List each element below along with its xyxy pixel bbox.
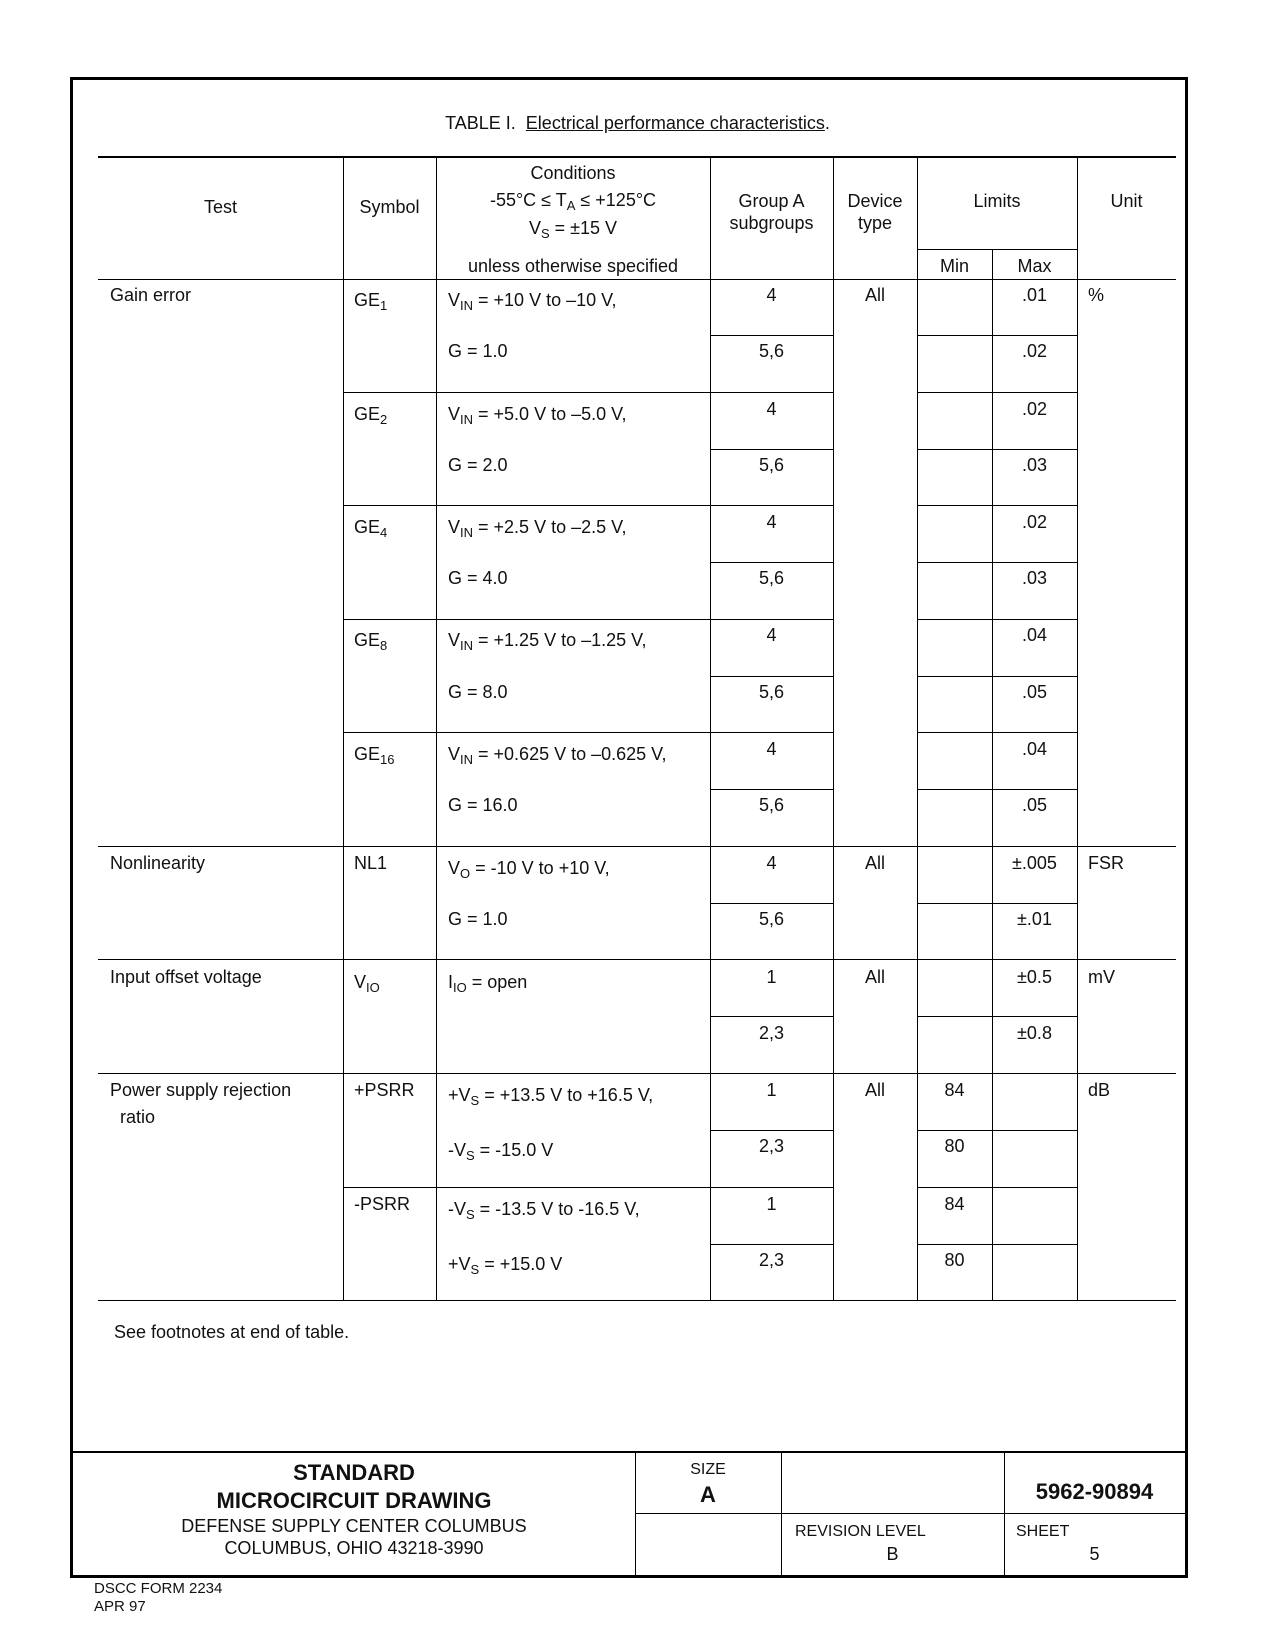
vio-subgroup-1: 1 xyxy=(766,967,777,987)
header-supply: $V_S = \pm 15$ V xyxy=(528,218,618,241)
ge16-max-1: .04 xyxy=(1021,739,1048,759)
ge4-subgroup-2: 5,6 xyxy=(758,568,785,588)
nonlinearity-subgroup-2: 5,6 xyxy=(758,909,785,929)
nonlinearity-unit: FSR xyxy=(1088,853,1124,873)
header-group-a-2: subgroups xyxy=(729,213,814,233)
header-unit: Unit xyxy=(1110,191,1143,211)
psrr-plus-subgroup-2: 2,3 xyxy=(758,1136,785,1156)
ge4-subgroup-1: 4 xyxy=(766,512,777,532)
ge16-subgroup-1: 4 xyxy=(766,739,777,759)
tb-dscc: DEFENSE SUPPLY CENTER COLUMBUS xyxy=(181,1516,527,1536)
header-temp-range: $-55^\circ C \le T_A \le +125^\circ C$ xyxy=(489,190,657,213)
psrr-unit: dB xyxy=(1088,1080,1111,1100)
header-max: Max xyxy=(1017,256,1052,276)
header-min: Min xyxy=(939,256,969,276)
header-unless: unless otherwise specified xyxy=(467,256,679,276)
ge8-symbol: $GE_8$ xyxy=(354,630,388,653)
ge1-max-2: .02 xyxy=(1021,341,1048,361)
ge4-max-1: .02 xyxy=(1021,512,1048,532)
ge8-condition-1: $V_{IN} = +1.25$ V to –1.25 V, xyxy=(448,630,647,653)
form-date: APR 97 xyxy=(94,1598,146,1615)
psrr-minus-symbol: -PSRR xyxy=(354,1194,411,1214)
psrr-test-2: ratio xyxy=(120,1107,156,1127)
header-conditions: Conditions xyxy=(530,163,616,183)
psrr-plus-condition-2: $-V_S = -15.0$ V xyxy=(448,1140,554,1163)
vio-symbol: $V_{IO}$ xyxy=(354,972,380,995)
nonlinearity-subgroup-1: 4 xyxy=(766,853,777,873)
tb-revision-label: REVISION LEVEL xyxy=(795,1523,926,1540)
tb-drawing-number: 5962-90894 xyxy=(1035,1479,1154,1504)
ge2-condition-1: $V_{IN} = +5.0$ V to –5.0 V, xyxy=(448,404,627,427)
footnote-text: See footnotes at end of table. xyxy=(114,1322,350,1342)
nonlinearity-test: Nonlinearity xyxy=(110,853,206,873)
psrr-plus-min-1: 84 xyxy=(944,1080,965,1100)
ge8-max-2: .05 xyxy=(1021,682,1048,702)
psrr-minus-min-2: 80 xyxy=(944,1250,965,1270)
ge1-symbol: $GE_1$ xyxy=(354,290,388,313)
header-limits: Limits xyxy=(973,191,1021,211)
table-title: TABLE I. Electrical performance characteristics. xyxy=(445,113,830,133)
vio-max-2: ±0.8 xyxy=(1017,1023,1052,1043)
vio-condition: $I_{IO}$ = open xyxy=(448,972,528,995)
ge4-symbol: $GE_4$ xyxy=(354,517,388,540)
ge16-condition-1: $V_{IN} = +0.625$ V to –0.625 V, xyxy=(448,744,667,767)
ge2-max-1: .02 xyxy=(1021,399,1048,419)
vio-test: Input offset voltage xyxy=(110,967,262,987)
psrr-test-1: Power supply rejection xyxy=(110,1080,292,1100)
vio-unit: mV xyxy=(1088,967,1115,987)
vio-max-1: ±0.5 xyxy=(1017,967,1052,987)
ge16-max-2: .05 xyxy=(1021,795,1048,815)
psrr-minus-condition-1: $-V_S = -13.5$ V to -16.5 V, xyxy=(448,1199,640,1222)
ge8-max-1: .04 xyxy=(1021,625,1048,645)
ge4-condition-1: $V_{IN} = +2.5$ V to –2.5 V, xyxy=(448,517,627,540)
psrr-plus-condition-1: $+V_S = +13.5$ V to +16.5 V, xyxy=(448,1085,654,1108)
tb-size-label: SIZE xyxy=(690,1461,726,1478)
psrr-minus-subgroup-1: 1 xyxy=(766,1194,777,1214)
header-device-2: type xyxy=(857,213,893,233)
ge2-condition-2: G = 2.0 xyxy=(448,455,508,475)
ge2-symbol: $GE_2$ xyxy=(354,404,388,427)
gain-error-test: Gain error xyxy=(110,285,192,305)
tb-address: COLUMBUS, OHIO 43218-3990 xyxy=(224,1538,484,1558)
tb-revision-value: B xyxy=(886,1544,899,1564)
psrr-plus-subgroup-1: 1 xyxy=(766,1080,777,1100)
ge16-condition-2: G = 16.0 xyxy=(448,795,518,815)
ge1-condition-2: G = 1.0 xyxy=(448,341,508,361)
ge4-max-2: .03 xyxy=(1021,568,1048,588)
ge16-subgroup-2: 5,6 xyxy=(758,795,785,815)
ge1-max-1: .01 xyxy=(1021,285,1048,305)
ge4-condition-2: G = 4.0 xyxy=(448,568,508,588)
ge1-condition-1: $V_{IN} = +10$ V to –10 V, xyxy=(448,290,617,313)
header-group-a-1: Group A xyxy=(738,191,805,211)
nonlinearity-max-2: ±.01 xyxy=(1017,909,1052,929)
psrr-minus-subgroup-2: 2,3 xyxy=(758,1250,785,1270)
psrr-plus-min-2: 80 xyxy=(944,1136,965,1156)
header-device-1: Device xyxy=(847,191,903,211)
ge16-symbol: $GE_{16}$ xyxy=(354,744,395,767)
nonlinearity-max-1: ±.005 xyxy=(1012,853,1057,873)
ge2-subgroup-1: 4 xyxy=(766,399,777,419)
table-title-underlined: Electrical performance characteristics xyxy=(525,113,825,133)
psrr-minus-condition-2: $+V_S = +15.0$ V xyxy=(448,1254,563,1277)
ge2-subgroup-2: 5,6 xyxy=(758,455,785,475)
psrr-device: All xyxy=(864,1080,885,1100)
vio-device: All xyxy=(864,967,885,987)
tb-microcircuit-drawing: MICROCIRCUIT DRAWING xyxy=(216,1488,492,1513)
ge2-max-2: .03 xyxy=(1021,455,1048,475)
nonlinearity-condition-2: G = 1.0 xyxy=(448,909,508,929)
psrr-minus-min-1: 84 xyxy=(944,1194,965,1214)
psrr-plus-symbol: +PSRR xyxy=(354,1080,415,1100)
nonlinearity-device: All xyxy=(864,853,885,873)
ge1-subgroup-1: 4 xyxy=(766,285,777,305)
header-symbol: Symbol xyxy=(359,197,420,217)
gain-error-device: All xyxy=(864,285,885,305)
nonlinearity-symbol: NL1 xyxy=(354,853,388,873)
tb-size-value: A xyxy=(700,1482,716,1507)
gain-error-unit: % xyxy=(1088,285,1105,305)
ge8-subgroup-2: 5,6 xyxy=(758,682,785,702)
nonlinearity-condition-1: $V_O = -10$ V to +10 V, xyxy=(448,858,610,881)
form-number: DSCC FORM 2234 xyxy=(94,1580,223,1597)
ge1-subgroup-2: 5,6 xyxy=(758,341,785,361)
ge8-subgroup-1: 4 xyxy=(766,625,777,645)
vio-subgroup-2: 2,3 xyxy=(758,1023,785,1043)
tb-sheet-value: 5 xyxy=(1089,1544,1100,1564)
ge8-condition-2: G = 8.0 xyxy=(448,682,508,702)
tb-sheet-label: SHEET xyxy=(1016,1523,1070,1540)
tb-standard: STANDARD xyxy=(293,1460,415,1485)
header-test: Test xyxy=(203,197,237,217)
